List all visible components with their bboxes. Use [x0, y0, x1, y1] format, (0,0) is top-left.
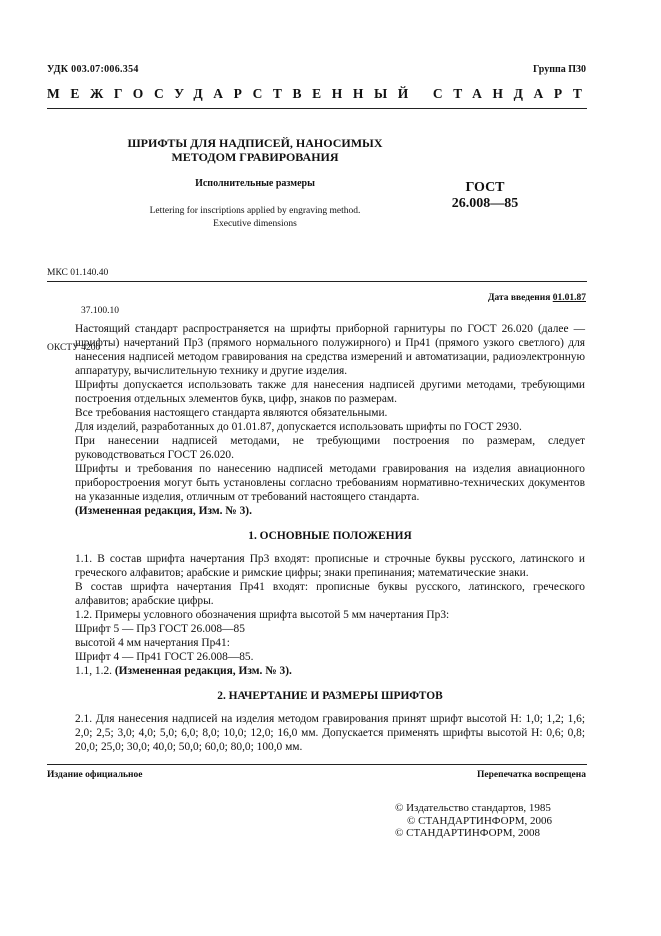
introduction-date-value: 01.01.87	[552, 293, 586, 303]
introduction-date-label: Дата введения	[487, 293, 551, 303]
gost-number: 26.008—85	[451, 196, 519, 211]
paragraph-other-methods: Шрифты допускается использовать также для нанесения надписей другими методами, требующими построения отдельных элементов букв, цифр, знаков по размерам.	[75, 379, 585, 405]
example-pr41: Шрифт 4 — Пр41 ГОСТ 26.008—85.	[75, 651, 254, 663]
mks-code-1: МКС 01.140.40	[47, 268, 109, 278]
standard-banner: МЕЖГОСУДАРСТВЕННЫЙ СТАНДАРТ	[47, 86, 593, 101]
clause-amendment-text: (Измененная редакция, Изм. № 3).	[114, 665, 292, 677]
introduction-date	[488, 293, 586, 303]
group-code: Группа П30	[533, 64, 586, 75]
copyright-block	[395, 802, 552, 840]
okstu-code: ОКСТУ 4200	[47, 343, 101, 353]
clause-1-2: 1.2. Примеры условного обозначения шрифта высотой 5 мм начертания Пр3:	[75, 609, 450, 621]
paragraph-mandatory: Все требования настоящего стандарта являются обязательными.	[75, 407, 388, 419]
section-2-heading: 2. НАЧЕРТАНИЕ И РАЗМЕРЫ ШРИФТОВ	[217, 690, 443, 702]
official-edition: Издание официальное	[47, 770, 143, 780]
copyright-2006: © СТАНДАРТИНФОРМ, 2006	[407, 814, 552, 827]
example-pr41-caption: высотой 4 мм начертания Пр41:	[75, 637, 230, 649]
example-pr3: Шрифт 5 — Пр3 ГОСТ 26.008—85	[75, 623, 245, 635]
copyright-1985: © Издательство стандартов, 1985	[395, 802, 551, 814]
clause-1-1-pr41: В состав шрифта начертания Пр41 входят: прописные буквы русского, латинского, греческого алфавитов; арабские цифры.	[75, 581, 585, 607]
copyright-2008: © СТАНДАРТИНФОРМ, 2008	[395, 827, 540, 839]
title-line-1: ШРИФТЫ ДЛЯ НАДПИСЕЙ, НАНОСИМЫХ	[127, 136, 383, 150]
clause-amendment-note	[75, 664, 585, 678]
reprint-prohibited: Перепечатка воспрещена	[476, 770, 586, 780]
english-title	[100, 205, 410, 231]
udk-code: УДК 003.07:006.354	[47, 64, 139, 75]
clause-amendment-refs: 1.1, 1.2.	[75, 665, 113, 677]
mks-code-2: 37.100.10	[81, 305, 119, 316]
footer-rule	[47, 764, 587, 765]
document-body	[75, 322, 585, 754]
paragraph-aviation: Шрифты и требования по нанесению надписей методами гравирования на изделия авиационного приборостроения могут быть установлены согласно требованиям нормативно-технических документов на указанные изделия, отличным от требований настоящего стандарта.	[75, 463, 585, 503]
paragraph-scope: Настоящий стандарт распространяется на шрифты приборной гарнитуры по ГОСТ 26.020 (далее — шрифты) начертаний Пр3 (прямого нормального полужирного) и Пр41 (прямого узкого светлого) для нанесения надписей методом гравирования на средства измерений и автоматизации, радиоэлектронную аппаратуру, вычислительную технику и другие изделия.	[75, 323, 585, 377]
section-1-heading: 1. ОСНОВНЫЕ ПОЛОЖЕНИЯ	[248, 530, 412, 542]
paragraph-legacy: Для изделий, разработанных до 01.01.87, допускается использовать шрифты по ГОСТ 2930.	[75, 421, 522, 433]
english-title-line-1: Lettering for inscriptions applied by engraving method.	[149, 206, 361, 216]
document-title	[100, 136, 410, 164]
amendment-note: (Измененная редакция, Изм. № 3).	[75, 505, 252, 517]
codes-rule	[47, 281, 587, 282]
english-title-line-2: Executive dimensions	[213, 219, 297, 229]
clause-2-1: 2.1. Для нанесения надписей на изделия методом гравирования принят шрифт высотой H: 1,0; 1,2; 1,6; 2,0; 2,5; 3,0; 4,0; 5,0; 6,0; 8,0; 10,0; 12,0; 16,0 мм. Допускается применять шрифты высотой H: 0,6; 0,8; 20,0; 25,0; 30,0; 40,0; 50,0; 60,0; 80,0; 100,0 мм.	[75, 713, 585, 753]
document-subtitle: Исполнительные размеры	[195, 178, 315, 189]
header-rule	[47, 108, 587, 109]
clause-1-1: 1.1. В состав шрифта начертания Пр3 входят: прописные и строчные буквы русского, латинского и греческого алфавитов; арабские и римские цифры; знаки препинания; математические знаки.	[75, 553, 585, 579]
gost-label: ГОСТ	[465, 180, 505, 195]
title-line-2: МЕТОДОМ ГРАВИРОВАНИЯ	[171, 150, 339, 164]
paragraph-guidance: При нанесении надписей методами, не требующими построения по размерам, следует руководствоваться ГОСТ 26.020.	[75, 435, 585, 461]
gost-block	[440, 180, 530, 212]
